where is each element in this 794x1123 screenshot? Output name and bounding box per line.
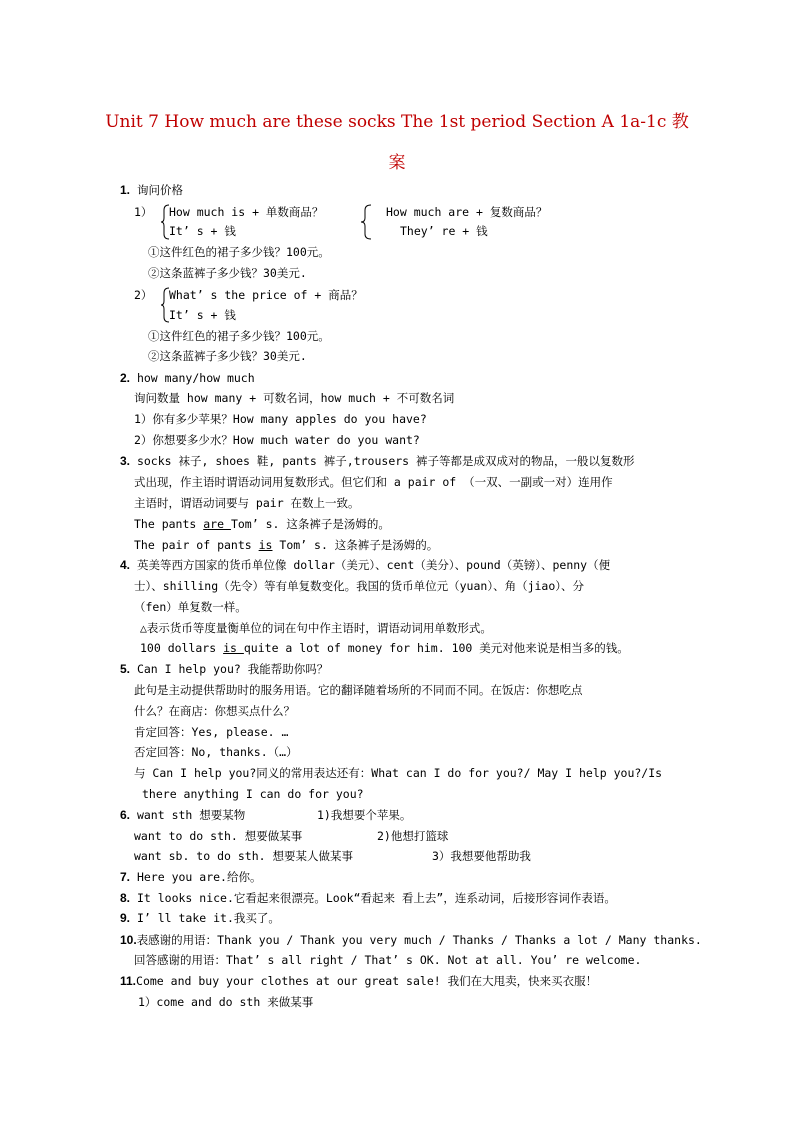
section-title: Can I help you? 我能帮助你吗？ — [136, 662, 329, 676]
paragraph-text: I’ ll take it.我买了。 — [136, 911, 280, 925]
paragraph-line: 主语时，谓语动词要与 pair 在数上一致。 — [134, 496, 360, 510]
section-number: 11. — [120, 974, 137, 988]
section-number: 4. — [120, 558, 131, 572]
pattern-plural-answer: They’ re + 钱 — [400, 224, 488, 238]
section-4-line — [120, 557, 610, 573]
section-11-line — [120, 973, 597, 989]
document-title-continued: 案 — [388, 153, 406, 173]
paragraph-line: 1）come and do sth 来做某事 — [138, 995, 314, 1009]
example-sentence: ①这件红色的裙子多少钱？100元。 — [148, 245, 330, 259]
section-5-heading — [120, 661, 328, 677]
paragraph-line: 什么？在商店：你想买点什么？ — [134, 704, 295, 718]
exercise: 3）我想要他帮助我 — [432, 849, 531, 863]
section-number: 10. — [120, 933, 137, 947]
paragraph-line: 此句是主动提供帮助时的服务用语。它的翻译随着场所的不同而不同。在饭店：你想吃点 — [134, 683, 583, 697]
section-2-heading — [120, 370, 255, 386]
paragraph-line: 询问数量 how many + 可数名词，how much + 不可数名词 — [134, 391, 455, 405]
section-6-line — [120, 807, 245, 823]
paragraph-line: 式出现，作主语时谓语动词用复数形式。但它们和 a pair of （一双、一副或一对）连用作 — [134, 475, 613, 489]
section-9-line — [120, 910, 280, 926]
pattern-price: What’ s the price of + 商品？ — [169, 288, 363, 302]
example-sentence: ②这条蓝裤子多少钱？30美元. — [148, 266, 307, 280]
left-brace-icon — [360, 204, 372, 240]
exercise: 2)他想打篮球 — [377, 829, 449, 843]
paragraph-text: 表感谢的用语：Thank you / Thank you very much / Thanks / Thanks a lot / Many thanks. — [136, 933, 702, 947]
section-number: 2. — [120, 371, 131, 385]
paragraph-line: 与 Can I help you?同义的常用表达还有：What can I do for you?/ May I help you?/Is — [134, 766, 663, 780]
sentence-part: quite a lot of money for him. 100 美元对他来说是相当多的钱。 — [243, 641, 629, 655]
example-sentence — [140, 640, 629, 656]
example-sentence: ①这件红色的裙子多少钱？100元。 — [148, 329, 330, 343]
paragraph-line: 否定回答：No, thanks.（…） — [134, 745, 298, 759]
paragraph-line: 回答感谢的用语：That’ s all right / That’ s OK. Not at all. You’ re welcome. — [134, 953, 642, 967]
pattern-singular-answer: It’ s + 钱 — [169, 224, 236, 238]
paragraph-line: 士）、shilling（先令）等有单复数变化。我国的货币单位元（yuan）、角（jiao）、分 — [134, 579, 585, 593]
section-1-heading — [120, 182, 183, 198]
section-number: 7. — [120, 870, 131, 884]
paragraph-line: 肯定回答：Yes, please. … — [134, 725, 289, 739]
section-number: 1. — [120, 183, 131, 197]
sentence-part: Tom’ s. 这条裤子是汤姆的。 — [230, 517, 390, 531]
sentence-part: The pants — [134, 517, 204, 531]
section-title: how many/how much — [136, 371, 255, 385]
paragraph-text: 英美等西方国家的货币单位像 dollar（美元）、cent（美分）、pound（英镑）、penny（便 — [136, 558, 611, 572]
pattern-singular: How much is + 单数商品？ — [169, 205, 324, 219]
underlined-verb: is — [223, 641, 244, 655]
document-title: Unit 7 How much are these socks The 1st period Section A 1a-1c 教 — [105, 112, 689, 132]
pattern-plural: How much are + 复数商品？ — [386, 205, 548, 219]
phrase: want to do sth. 想要做某事 — [134, 829, 303, 843]
underlined-verb: is — [258, 538, 273, 552]
underlined-verb: are — [203, 517, 231, 531]
paragraph-text: socks 袜子, shoes 鞋, pants 裤子,trousers 裤子等都是成双成对的物品，一般以复数形 — [136, 454, 635, 468]
section-8-line — [120, 890, 616, 906]
example-sentence: 1）你有多少苹果？How many apples do you have? — [134, 412, 427, 426]
example-sentence — [134, 516, 390, 532]
section-number: 3. — [120, 454, 131, 468]
paragraph-line: there anything I can do for you? — [142, 787, 364, 801]
paragraph-line: △表示货币等度量衡单位的词在句中作主语时，谓语动词用单数形式。 — [140, 621, 492, 635]
section-number: 5. — [120, 662, 131, 676]
paragraph-text: Here you are.给你。 — [136, 870, 262, 884]
section-10-line — [120, 932, 702, 948]
example-sentence: ②这条蓝裤子多少钱？30美元. — [148, 349, 307, 363]
section-title: 询问价格 — [136, 183, 183, 197]
section-number: 9. — [120, 911, 131, 925]
section-7-line — [120, 869, 261, 885]
paragraph-line: （fen）单复数一样。 — [134, 600, 247, 614]
example-sentence — [134, 537, 438, 553]
paragraph-text: It looks nice.它看起来很漂亮。Look“看起来 看上去”，连系动词，后接形容词作表语。 — [136, 891, 616, 905]
item-number: 1） — [134, 205, 153, 219]
paragraph-text: Come and buy your clothes at our great sale! 我们在大甩卖，快来买衣服！ — [136, 974, 598, 988]
section-3-line — [120, 453, 635, 469]
sentence-part: The pair of pants — [134, 538, 259, 552]
phrase: want sth 想要某物 — [136, 808, 246, 822]
sentence-part: 100 dollars — [140, 641, 224, 655]
exercise: 1)我想要个苹果。 — [317, 808, 412, 822]
example-sentence: 2）你想要多少水？How much water do you want? — [134, 433, 420, 447]
section-number: 6. — [120, 808, 131, 822]
pattern-price-answer: It’ s + 钱 — [169, 308, 236, 322]
phrase: want sb. to do sth. 想要某人做某事 — [134, 849, 353, 863]
sentence-part: Tom’ s. 这条裤子是汤姆的。 — [272, 538, 439, 552]
item-number: 2） — [134, 288, 153, 302]
section-number: 8. — [120, 891, 131, 905]
